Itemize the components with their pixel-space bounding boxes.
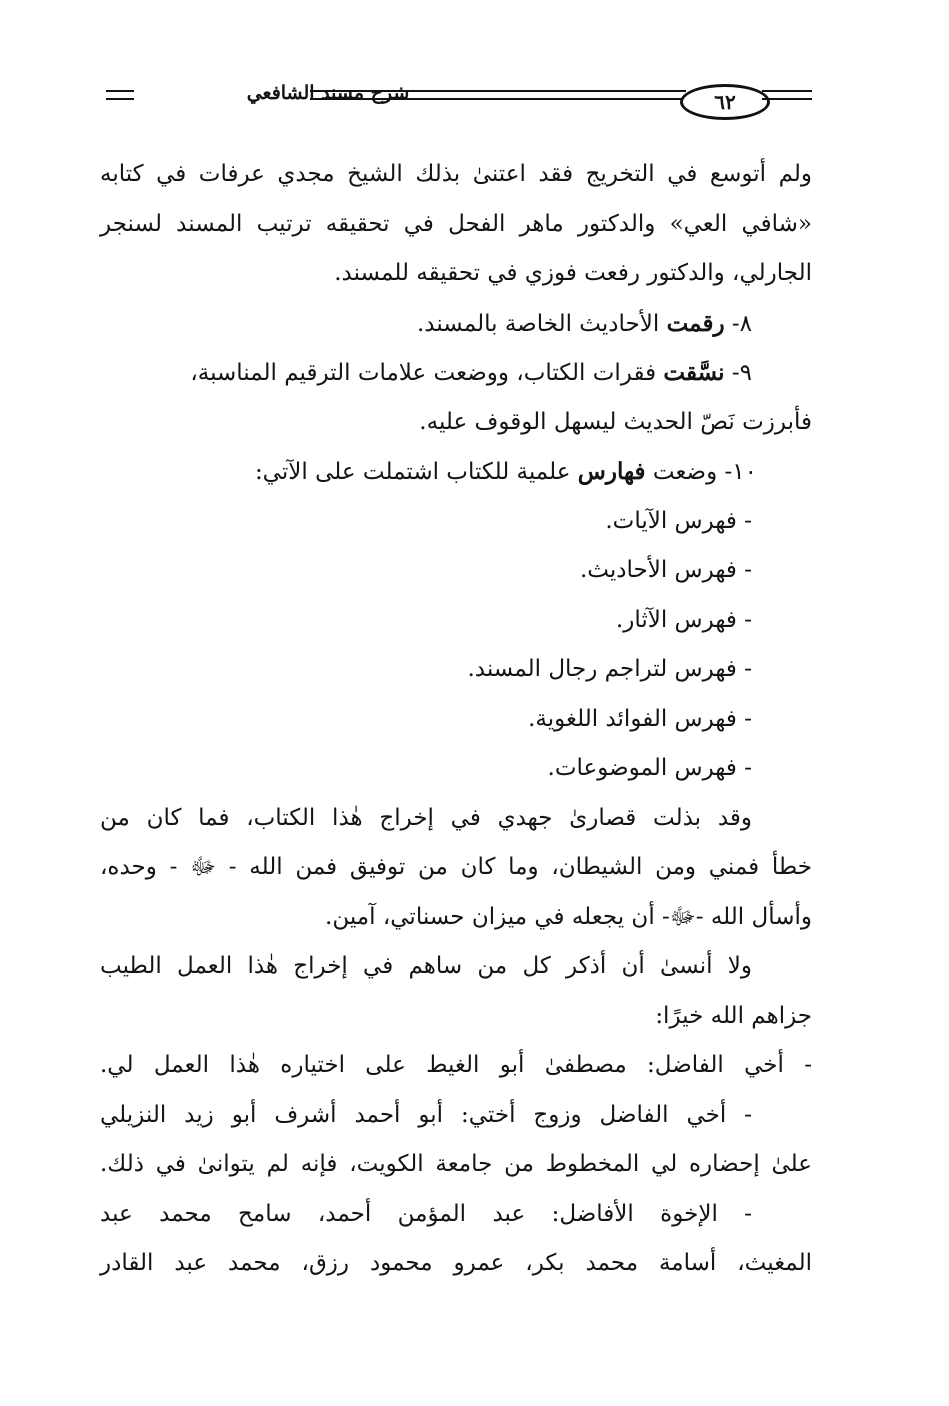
list-item	[100, 348, 812, 398]
page-number: ٦٢	[680, 84, 770, 120]
page-body	[100, 150, 812, 1289]
text-line: - أخي الفاضل: مصطفىٰ أبو الغيط على اختياره هٰذا العمل لي.	[100, 1052, 812, 1078]
item-number: ٩-	[724, 360, 752, 386]
header-rule-left	[106, 90, 134, 92]
index-list-item: - فهرس الآثار.	[615, 606, 752, 633]
page-header	[100, 78, 812, 118]
index-list-item: - فهرس الموضوعات.	[547, 755, 752, 781]
text-line: خطأ فمني ومن الشيطان، وما كان من توفيق فمن الله - ﷻ - وحده،	[100, 854, 812, 880]
list-item	[100, 447, 812, 497]
book-title: شرح مسند الشافعي	[246, 82, 410, 104]
index-list-item: - فهرس الآيات.	[605, 507, 752, 534]
index-list-item: - فهرس الفوائد اللغوية.	[528, 705, 752, 732]
text-line: المغيث، أسامة محمد بكر، عمرو محمود رزق، محمد عبد القادر	[100, 1250, 812, 1276]
text-line: «شافي العي» والدكتور ماهر الفحل في تحقيقه ترتيب المسند لسنجر	[100, 210, 812, 237]
bold-keyword: نسَّقت	[663, 359, 725, 386]
text-line: علىٰ إحضاره لي المخطوط من جامعة الكويت، فإنه لم يتوانىٰ في ذلك.	[100, 1151, 812, 1177]
index-list-item: - فهرس الأحاديث.	[579, 557, 752, 583]
text-line: الجارلي، والدكتور رفعت فوزي في تحقيقه للمسند.	[334, 260, 812, 286]
header-rule-right	[762, 90, 812, 92]
text-line: - الإخوة الأفاضل: عبد المؤمن أحمد، سامح محمد عبد	[100, 1200, 752, 1227]
text-line: فأبرزت نَصّ الحديث ليسهل الوقوف عليه.	[419, 408, 812, 435]
header-rule-left	[106, 98, 134, 100]
item-number: ٨-	[724, 310, 752, 337]
text-line: - أخي الفاضل وزوج أختي: أبو أحمد أشرف أبو زيد النزيلي	[100, 1101, 752, 1128]
item-text: الأحاديث الخاصة بالمسند.	[416, 310, 667, 337]
header-rule-middle	[310, 98, 686, 100]
text-line: جزاهم الله خيرًا:	[655, 1002, 812, 1029]
index-list-item: - فهرس لتراجم رجال المسند.	[467, 656, 752, 682]
text-line: وأسأل الله -ﷻ- أن يجعله في ميزان حسناتي، آمين.	[325, 903, 812, 930]
text-line: ولم أتوسع في التخريج فقد اعتنىٰ بذلك الشيخ مجدي عرفات في كتابه	[100, 161, 812, 187]
header-rule-middle	[310, 90, 686, 92]
text-line: وقد بذلت قصارىٰ جهدي في إخراج هٰذا الكتاب، فما كان من	[100, 804, 752, 831]
list-item	[100, 299, 812, 349]
header-rule-right	[762, 98, 812, 100]
text-line: ولا أنسىٰ أن أذكر كل من ساهم في إخراج هٰذا العمل الطيب	[100, 953, 752, 979]
item-text: فقرات الكتاب، ووضعت علامات الترقيم المناسبة،	[190, 360, 664, 386]
bold-keyword: فهارس	[577, 458, 646, 485]
item-number: ١٠- وضعت	[645, 459, 757, 485]
item-text: علمية للكتاب اشتملت على الآتي:	[254, 459, 578, 485]
bold-keyword: رقمت	[666, 309, 725, 337]
